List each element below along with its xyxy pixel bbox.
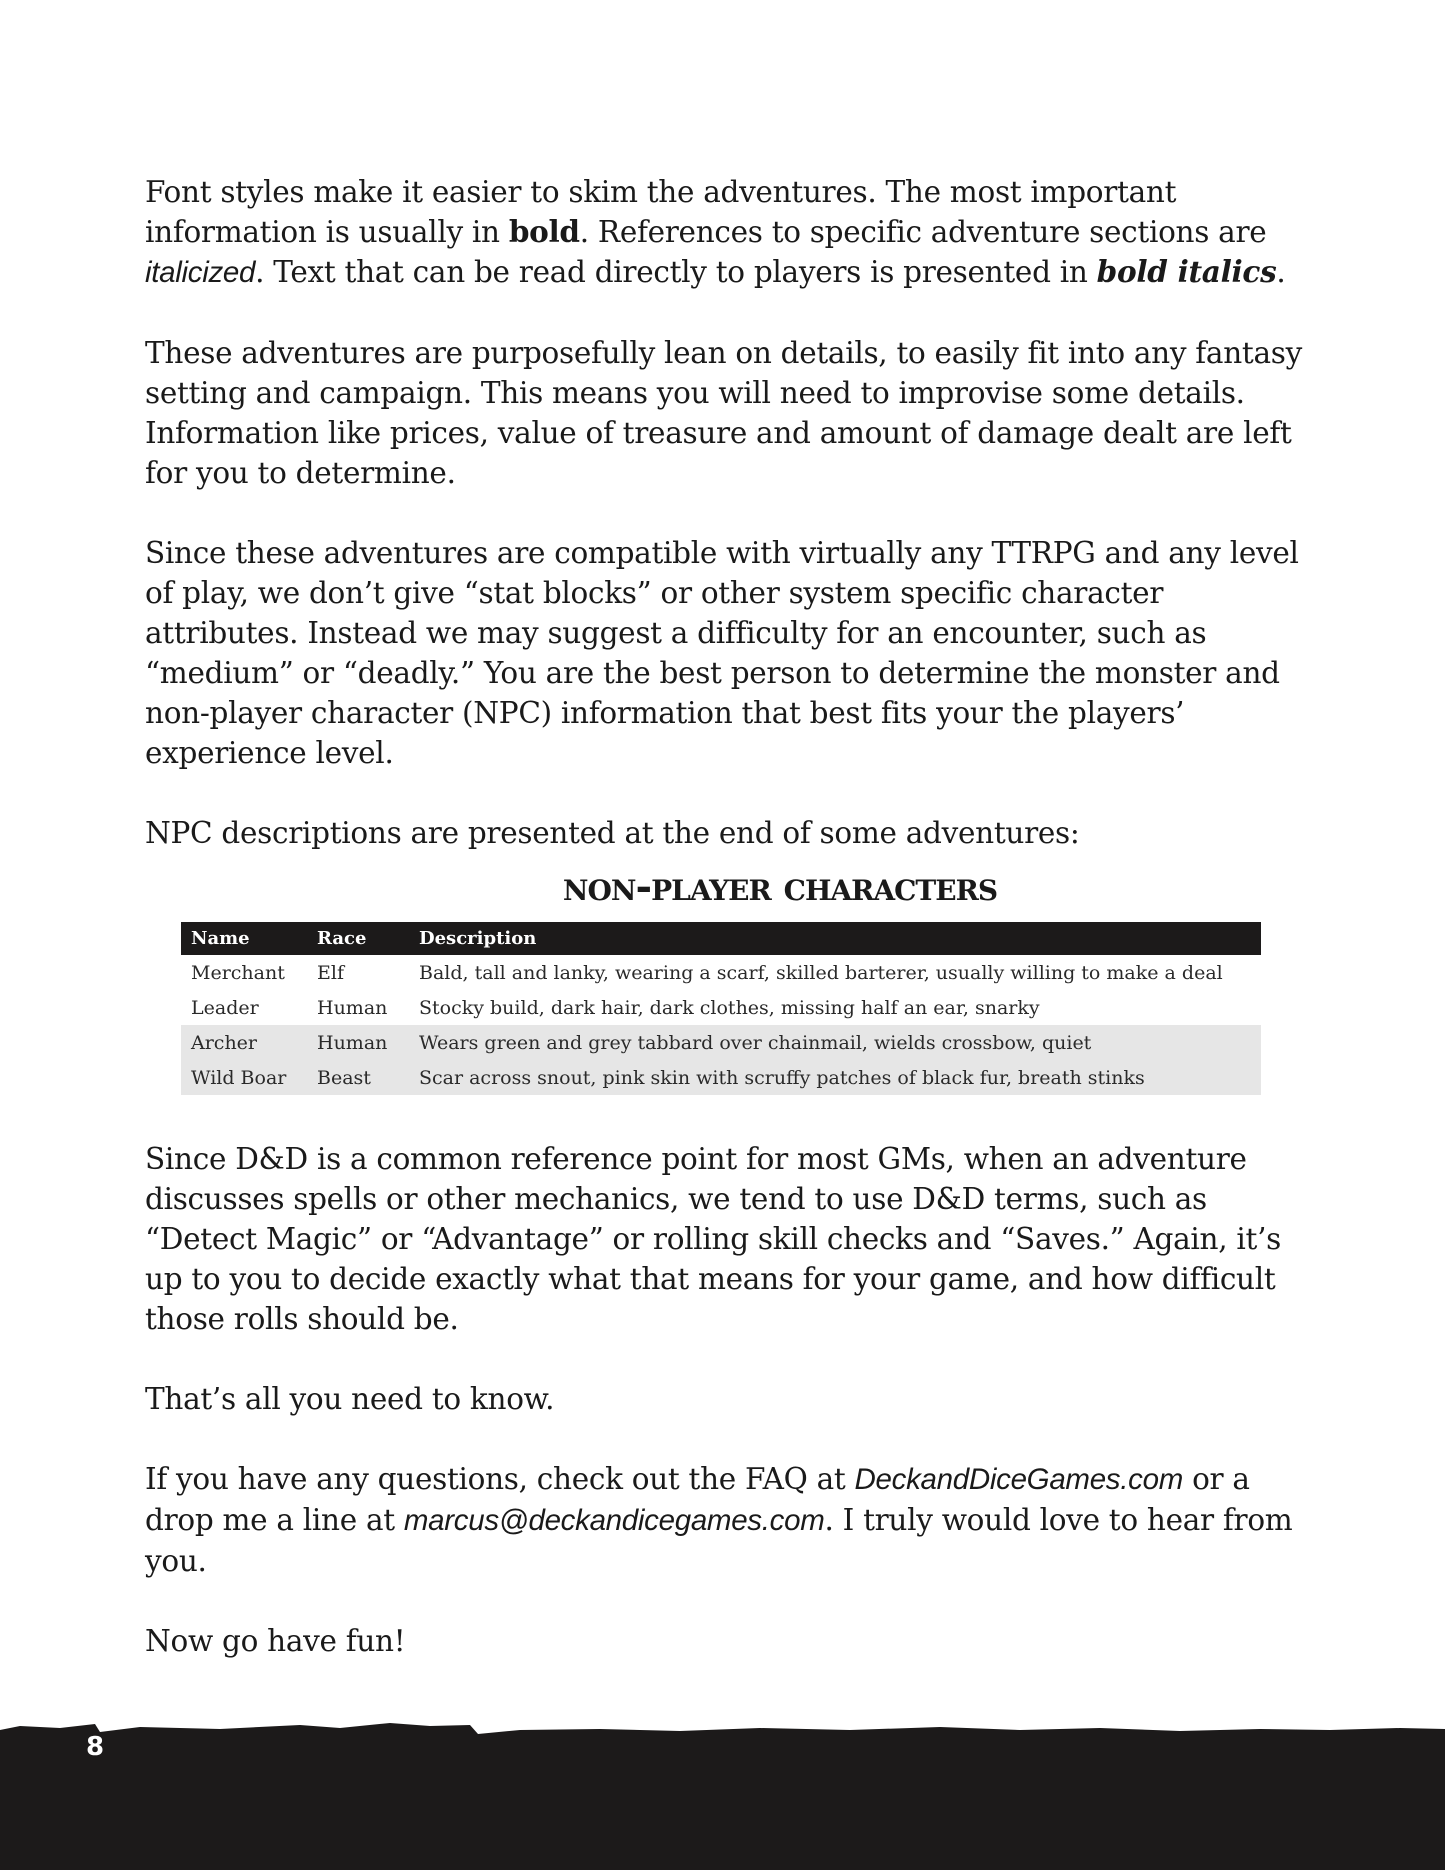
cell-name: Wild Boar xyxy=(181,1060,307,1095)
cell-race: Human xyxy=(317,996,388,1019)
text-run: or a drop me a line at xyxy=(145,1462,1250,1537)
paragraph-compatibility: Since these adventures are compatible with virtually any TTRPG and any level of play, we don’t give “stat blocks” or other system specific character attributes. Instead we may suggest a difficulty for an encounter, such as “medium” or “deadly.” You are the best person to determine the monster and non-player character (NPC) information that best fits your the players’ experience level. xyxy=(145,536,1299,770)
cell-race: Elf xyxy=(317,961,344,984)
npc-table-header xyxy=(181,922,1261,955)
cell-race: Beast xyxy=(307,1060,409,1095)
header-race: Race xyxy=(307,922,409,955)
cell-description: Wears green and grey tabbard over chainmail, wields crossbow, quiet xyxy=(409,1025,1261,1060)
npc-table xyxy=(181,922,1261,1095)
paragraph-thats-all: That’s all you need to know. xyxy=(145,1382,555,1416)
header-description: Description xyxy=(409,922,1261,955)
npc-table-title: non-player characters xyxy=(562,863,998,910)
table-row xyxy=(181,955,1261,990)
cell-name: Leader xyxy=(191,996,259,1019)
website-link[interactable]: DeckandDiceGames.com xyxy=(854,1463,1183,1496)
torn-edge-shape xyxy=(0,1720,1445,1870)
text-run: . Text that can be read directly to players is presented in xyxy=(255,255,1097,289)
text-run: . xyxy=(1276,255,1286,289)
table-row xyxy=(181,990,1261,1025)
paragraph-have-fun: Now go have fun! xyxy=(145,1624,406,1658)
cell-description: Scar across snout, pink skin with scruffy patches of black fur, breath stinks xyxy=(409,1060,1261,1095)
header-name: Name xyxy=(181,922,307,955)
cell-race: Human xyxy=(307,1025,409,1060)
table-row xyxy=(181,1060,1261,1095)
paragraph-font-styles xyxy=(145,172,1305,293)
email-link[interactable]: marcus@deckandicegames.com xyxy=(403,1504,825,1537)
text-run: . I truly would love to hear from you. xyxy=(145,1503,1293,1578)
italic-example: italicized xyxy=(145,256,256,289)
page-number: 8 xyxy=(86,1732,105,1762)
footer-band xyxy=(0,1720,1445,1870)
bold-example: bold xyxy=(508,214,580,249)
cell-name: Merchant xyxy=(191,961,285,984)
cell-name: Archer xyxy=(181,1025,307,1060)
cell-description: Stocky build, dark hair, dark clothes, missing half an ear, snarky xyxy=(419,996,1040,1019)
cell-description: Bald, tall and lanky, wearing a scarf, skilled barterer, usually willing to make a deal xyxy=(419,961,1223,984)
paragraph-dnd-terms: Since D&D is a common reference point for most GMs, when an adventure discusses spells or other mechanics, we tend to use D&D terms, such as “Detect Magic” or “Advantage” or rolling skill checks and “Saves.” Again, it’s up to you to decide exactly what that means for your game, and how difficult those rolls should be. xyxy=(145,1142,1282,1336)
npc-section xyxy=(145,863,1305,1095)
paragraph-contact xyxy=(145,1459,1305,1581)
page-body xyxy=(145,172,1305,1701)
text-run: If you have any questions, check out the FAQ at xyxy=(145,1462,855,1496)
text-run: . References to specific adventure sections are xyxy=(579,215,1267,249)
table-row xyxy=(181,1025,1261,1060)
paragraph-lean-details: These adventures are purposefully lean on details, to easily fit into any fantasy setting and campaign. This means you will need to improvise some details. Information like prices, value of treasure and amount of damage dealt are left for you to determine. xyxy=(145,336,1302,490)
paragraph-npc-intro: NPC descriptions are presented at the end of some adventures: xyxy=(145,816,1080,850)
bold-italic-example: bold italics xyxy=(1096,254,1277,289)
text-run: Font styles make it easier to skim the adventures. The most important information is usually in xyxy=(145,175,1177,249)
